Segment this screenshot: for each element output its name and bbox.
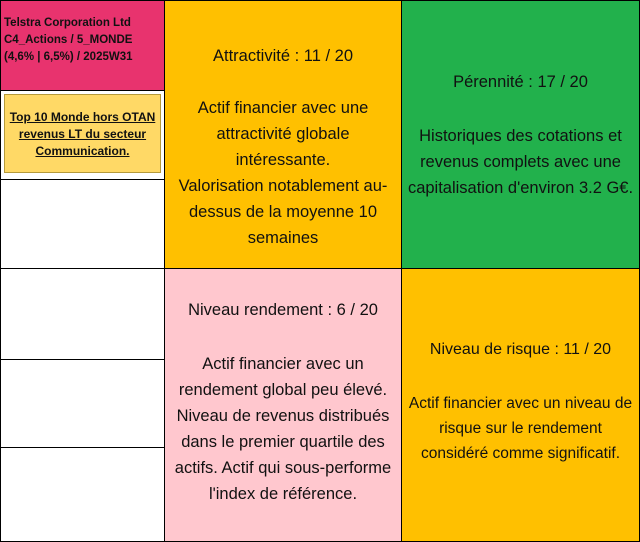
body-line: attractivité globale intéressante. (216, 125, 350, 169)
top10-cell (1, 91, 164, 179)
body-line: l'index de référence. (208, 485, 358, 503)
risque-body (406, 391, 635, 466)
body-line: Actif financier avec un niveau de (408, 395, 633, 412)
attractivite-panel (165, 1, 401, 268)
body-line: Valorisation notablement au- (178, 177, 388, 195)
perennite-title: Pérennité : 17 / 20 (453, 73, 588, 91)
empty-cell (1, 448, 164, 541)
risque-title: Niveau de risque : 11 / 20 (429, 341, 612, 358)
top10-line-3: Communication. (35, 144, 130, 158)
rendement-body (169, 351, 397, 507)
empty-cell (1, 269, 164, 359)
empty-cell (1, 180, 164, 268)
top10-badge (4, 94, 161, 173)
top10-line-1: Top 10 Monde hors OTAN (9, 110, 156, 124)
body-line: Actif financier avec un (202, 355, 364, 373)
attractivite-body (169, 95, 397, 251)
body-line: capitalisation d'environ 3.2 G€. (407, 179, 634, 197)
risque-panel (402, 269, 639, 541)
top10-line-2: revenus LT du secteur (18, 127, 147, 141)
body-line: Niveau de revenus distribués (176, 407, 390, 425)
body-line: dans le premier quartile des (181, 433, 385, 451)
body-line: revenus complets avec une (420, 153, 621, 171)
empty-cell (1, 360, 164, 447)
body-line: dessus de la moyenne 10 (188, 203, 378, 221)
perennite-panel (402, 1, 639, 268)
body-line: Actif financier avec une (197, 99, 369, 117)
body-line: actifs. Actif qui sous-performe (174, 459, 392, 477)
asset-header (1, 1, 164, 90)
body-line: Historiques des cotations et (419, 127, 622, 145)
body-line: semaines (247, 229, 319, 247)
body-line: rendement global peu élevé. (178, 381, 388, 399)
rendement-title: Niveau rendement : 6 / 20 (188, 301, 378, 319)
asset-category: C4_Actions / 5_MONDE (4, 34, 133, 46)
attractivite-title: Attractivité : 11 / 20 (212, 47, 353, 65)
body-line: risque sur le rendement (439, 420, 602, 437)
rendement-panel (165, 269, 401, 541)
asset-name: Telstra Corporation Ltd (4, 17, 131, 29)
body-line: considéré comme significatif. (421, 445, 620, 462)
perennite-body (406, 123, 635, 201)
asset-period: (4,6% | 6,5%) / 2025W31 (4, 51, 133, 63)
